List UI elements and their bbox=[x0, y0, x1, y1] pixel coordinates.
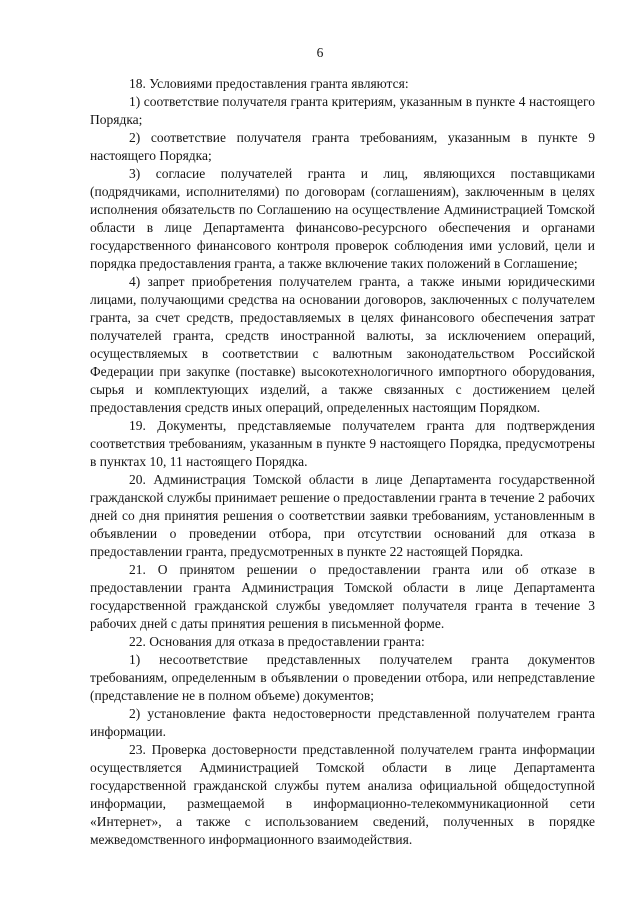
paragraph-22-heading: 22. Основания для отказа в предоставлении гранта: bbox=[129, 634, 425, 649]
paragraph-23: 23. Проверка достоверности представленной получателем гранта информации осуществляется Администрацией Томской области в лице Департамента государственной гражданской службы путем анализа официальной общедоступной информации, размещаемой в информационно-телекоммуникационной сети «Интернет», а также с использованием сведений, полученных в порядке межведомственного информационного взаимодействия. bbox=[90, 742, 595, 847]
paragraph-18-item-3: 3) согласие получателей гранта и лиц, являющихся поставщиками (подрядчиками, исполнителями) по договорам (соглашениям), заключенным в целях исполнения обязательств по Соглашению на осуществление Администрацией Томской области в лице Департамента финансово-ресурсного обеспечения и органами государственного финансового контроля проверок соблюдения ими условий, цели и порядка предоставления гранта, а также включение таких положений в Соглашение; bbox=[90, 166, 595, 271]
page-number: 6 bbox=[316, 45, 324, 60]
paragraph-19: 19. Документы, представляемые получателем гранта для подтверждения соответствия требованиям, указанным в пункте 9 настоящего Порядка, предусмотрены в пунктах 10, 11 настоящего Порядка. bbox=[90, 418, 595, 469]
paragraph-18-item-4: 4) запрет приобретения получателем гранта, а также иными юридическими лицами, получающими средства на основании договоров, заключенных с получателем гранта, за счет средств, предоставляемых в целях финансового обеспечения затрат получателей гранта, средств иностранной валюты, за исключением операций, осуществляемых в соответствии с валютным законодательством Российской Федерации при закупке (поставке) высокотехнологичного импортного оборудования, сырья и комплектующих изделий, а также связанных с достижением целей предоставления средств иных операций, определенных настоящим Порядком. bbox=[90, 274, 595, 415]
paragraph-21: 21. О принятом решении о предоставлении гранта или об отказе в предоставлении гранта Администрация Томской области в лице Департамента государственной гражданской службы уведомляет получателя гранта в течение 3 рабочих дней с даты принятия решения в письменной форме. bbox=[90, 562, 595, 631]
paragraph-22-item-1: 1) несоответствие представленных получателем гранта документов требованиям, определенным в объявлении о проведении отбора, или непредставление (представление не в полном объеме) документов; bbox=[90, 652, 595, 703]
paragraph-18-item-2: 2) соответствие получателя гранта требованиям, указанным в пункте 9 настоящего Порядка; bbox=[90, 130, 595, 163]
paragraph-18-item-1: 1) соответствие получателя гранта критериям, указанным в пункте 4 настоящего Порядка; bbox=[90, 94, 595, 127]
paragraph-22-item-2: 2) установление факта недостоверности представленной получателем гранта информации. bbox=[90, 706, 595, 739]
paragraph-20: 20. Администрация Томской области в лице Департамента государственной гражданской службы принимает решение о предоставлении гранта в течение 2 рабочих дней со дня принятия решения о соответствии заявки требованиям, установленным в объявлении о проведении отбора, при отсутствии оснований для отказа в предоставлении гранта, предусмотренных в пункте 22 настоящей Порядка. bbox=[90, 472, 595, 559]
paragraph-18-heading: 18. Условиями предоставления гранта являются: bbox=[129, 76, 409, 91]
document-body bbox=[90, 75, 595, 849]
